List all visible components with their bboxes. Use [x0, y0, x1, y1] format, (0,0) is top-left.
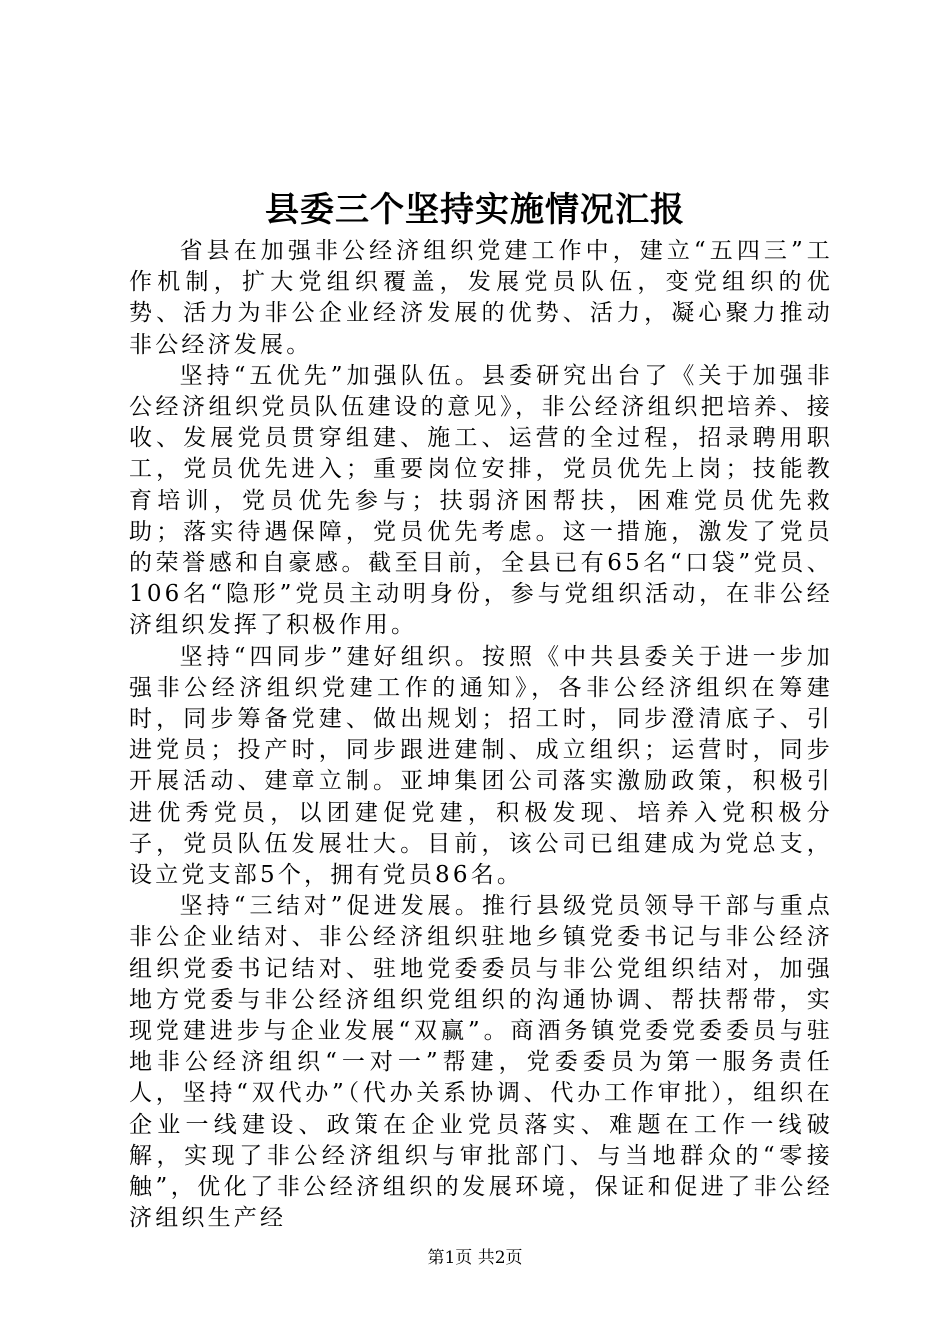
paragraph-three-pairings: 坚持“三结对”促进发展。推行县级党员领导干部与重点非公企业结对、非公经济组织驻地乡镇党委书记与非公经济组织党委书记结对、驻地党委委员与非公党组织结对，加强地方党委与非公经济组织党组织的沟通协调、帮扶帮带，实现党建进步与企业发展“双赢”。商酒务镇党委党委委员与驻地非公经济组织“一对一”帮建，党委委员为第一服务责任人，坚持“双代办”（代办关系协调、代办工作审批），组织在企业一线建设、政策在企业党员落实、难题在工作一线破解，实现了非公经济组织与审批部门、与当地群众的“零接触”，优化了非公经济组织的发展环境，保证和促进了非公经济组织生产经: [129, 893, 833, 1232]
paragraph-four-synchronizations: 坚持“四同步”建好组织。按照《中共县委关于进一步加强非公经济组织党建工作的通知》，各非公经济组织在筹建时，同步筹备党建、做出规划；招工时，同步澄清底子、引进党员；投产时，同步跟进建制、成立组织；运营时，同步开展活动、建章立制。亚坤集团公司落实激励政策，积极引进优秀党员，以团建促党建，积极发现、培养入党积极分子，党员队伍发展壮大。目前，该公司已组建成为党总支，设立党支部5个，拥有党员86名。: [129, 643, 833, 889]
page-footer: 第1页 共2页: [427, 1248, 523, 1268]
document-title: 县委三个坚持实施情况汇报: [265, 190, 685, 230]
paragraph-intro: 省县在加强非公经济组织党建工作中，建立“五四三”工作机制，扩大党组织覆盖，发展党员队伍，变党组织的优势、活力为非公企业经济发展的优势、活力，凝心聚力推动非公经济发展。: [129, 238, 833, 358]
paragraph-five-priorities: 坚持“五优先”加强队伍。县委研究出台了《关于加强非公经济组织党员队伍建设的意见》，非公经济组织把培养、接收、发展党员贯穿组建、施工、运营的全过程，招录聘用职工，党员优先进入；重要岗位安排，党员优先上岗；技能教育培训，党员优先参与；扶弱济困帮扶，困难党员优先救助；落实待遇保障，党员优先考虑。这一措施，激发了党员的荣誉感和自豪感。截至目前，全县已有65名“口袋”党员、106名“隐形”党员主动明身份，参与党组织活动，在非公经济组织发挥了积极作用。: [129, 362, 833, 639]
document-body: [129, 236, 833, 1235]
